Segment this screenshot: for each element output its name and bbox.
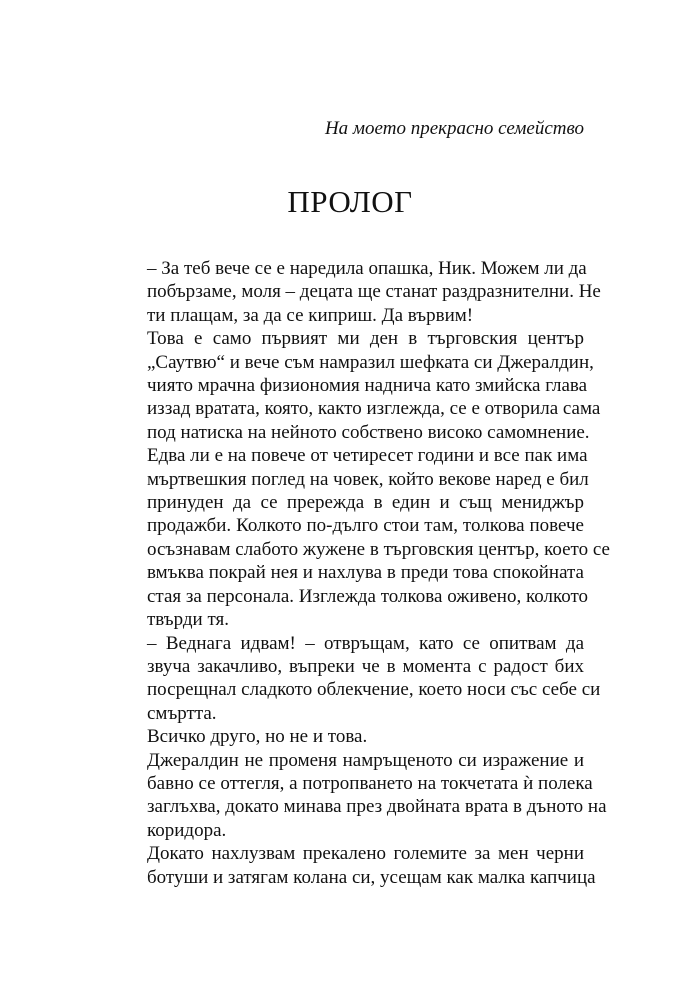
text-line: посрещнал сладкото облекчение, което носи със себе си bbox=[147, 679, 601, 701]
text-line: Едва ли е на повече от четиресет години и все пак има bbox=[147, 445, 588, 467]
paragraph bbox=[116, 632, 601, 726]
text-line: Това е само първият ми ден в търговския център bbox=[147, 328, 584, 350]
text-line: – За теб вече се е наредила опашка, Ник. Можем ли да bbox=[147, 258, 587, 279]
chapter-body bbox=[116, 257, 610, 889]
text-line: – Веднага идвам! – отвръщам, като се опитвам да bbox=[147, 632, 584, 654]
text-line: заглъхва, докато минава през двойната врата в дъното на bbox=[147, 796, 607, 818]
text-line: побързаме, моля – децата ще станат раздразнителни. Не bbox=[147, 281, 601, 303]
text-line: твърди тя. bbox=[147, 609, 230, 631]
text-line: Докато нахлузвам прекалено големите за мен черни bbox=[147, 843, 584, 865]
text-line: стая за персонала. Изглежда толкова оживено, колкото bbox=[147, 585, 589, 607]
dedication: На моето прекрасно семейство bbox=[324, 118, 584, 139]
text-line: иззад вратата, която, както изглежда, се е отворила сама bbox=[147, 398, 601, 420]
text-line: коридора. bbox=[147, 819, 227, 841]
text-line: под натиска на нейното собствено високо самомнение. bbox=[147, 421, 590, 443]
text-line: принуден да се прережда в един и същ мениджър bbox=[147, 492, 584, 514]
text-line: ботуши и затягам колана си, усещам как малка капчица bbox=[147, 866, 596, 888]
text-line: „Саутвю“ и вече съм намразил шефката си Джералдин, bbox=[147, 351, 594, 373]
paragraph bbox=[116, 842, 596, 889]
text-line: звуча закачливо, въпреки че в момента с радост бих bbox=[147, 655, 584, 677]
chapter-title: ПРОЛОГ bbox=[287, 184, 413, 219]
text-line: мъртвешкия поглед на човек, който векове наред е бил bbox=[147, 468, 589, 490]
text-line: чиято мрачна физиономия надничa като змийска глава bbox=[147, 375, 588, 397]
text-line: Всичко друго, но не и това. bbox=[147, 726, 368, 748]
paragraph bbox=[116, 725, 584, 748]
paragraph bbox=[116, 749, 607, 843]
text-line: Джералдин не променя намръщеното си изражение и bbox=[147, 749, 584, 771]
text-line: смъртта. bbox=[147, 702, 217, 724]
text-line: бавно се оттегля, а потропването на токчетата ѝ полека bbox=[147, 772, 593, 794]
text-line: продажби. Колкото по-дълго стои там, толкова повече bbox=[147, 515, 584, 537]
text-line: ти плащам, за да се киприш. Да вървим! bbox=[147, 304, 474, 326]
text-line: осъзнавам слабото жужене в търговския център, което се bbox=[147, 538, 610, 560]
paragraph bbox=[116, 327, 610, 631]
text-line: вмъква покрай нея и нахлува в преди това спокойната bbox=[147, 562, 584, 584]
paragraph bbox=[116, 257, 601, 327]
